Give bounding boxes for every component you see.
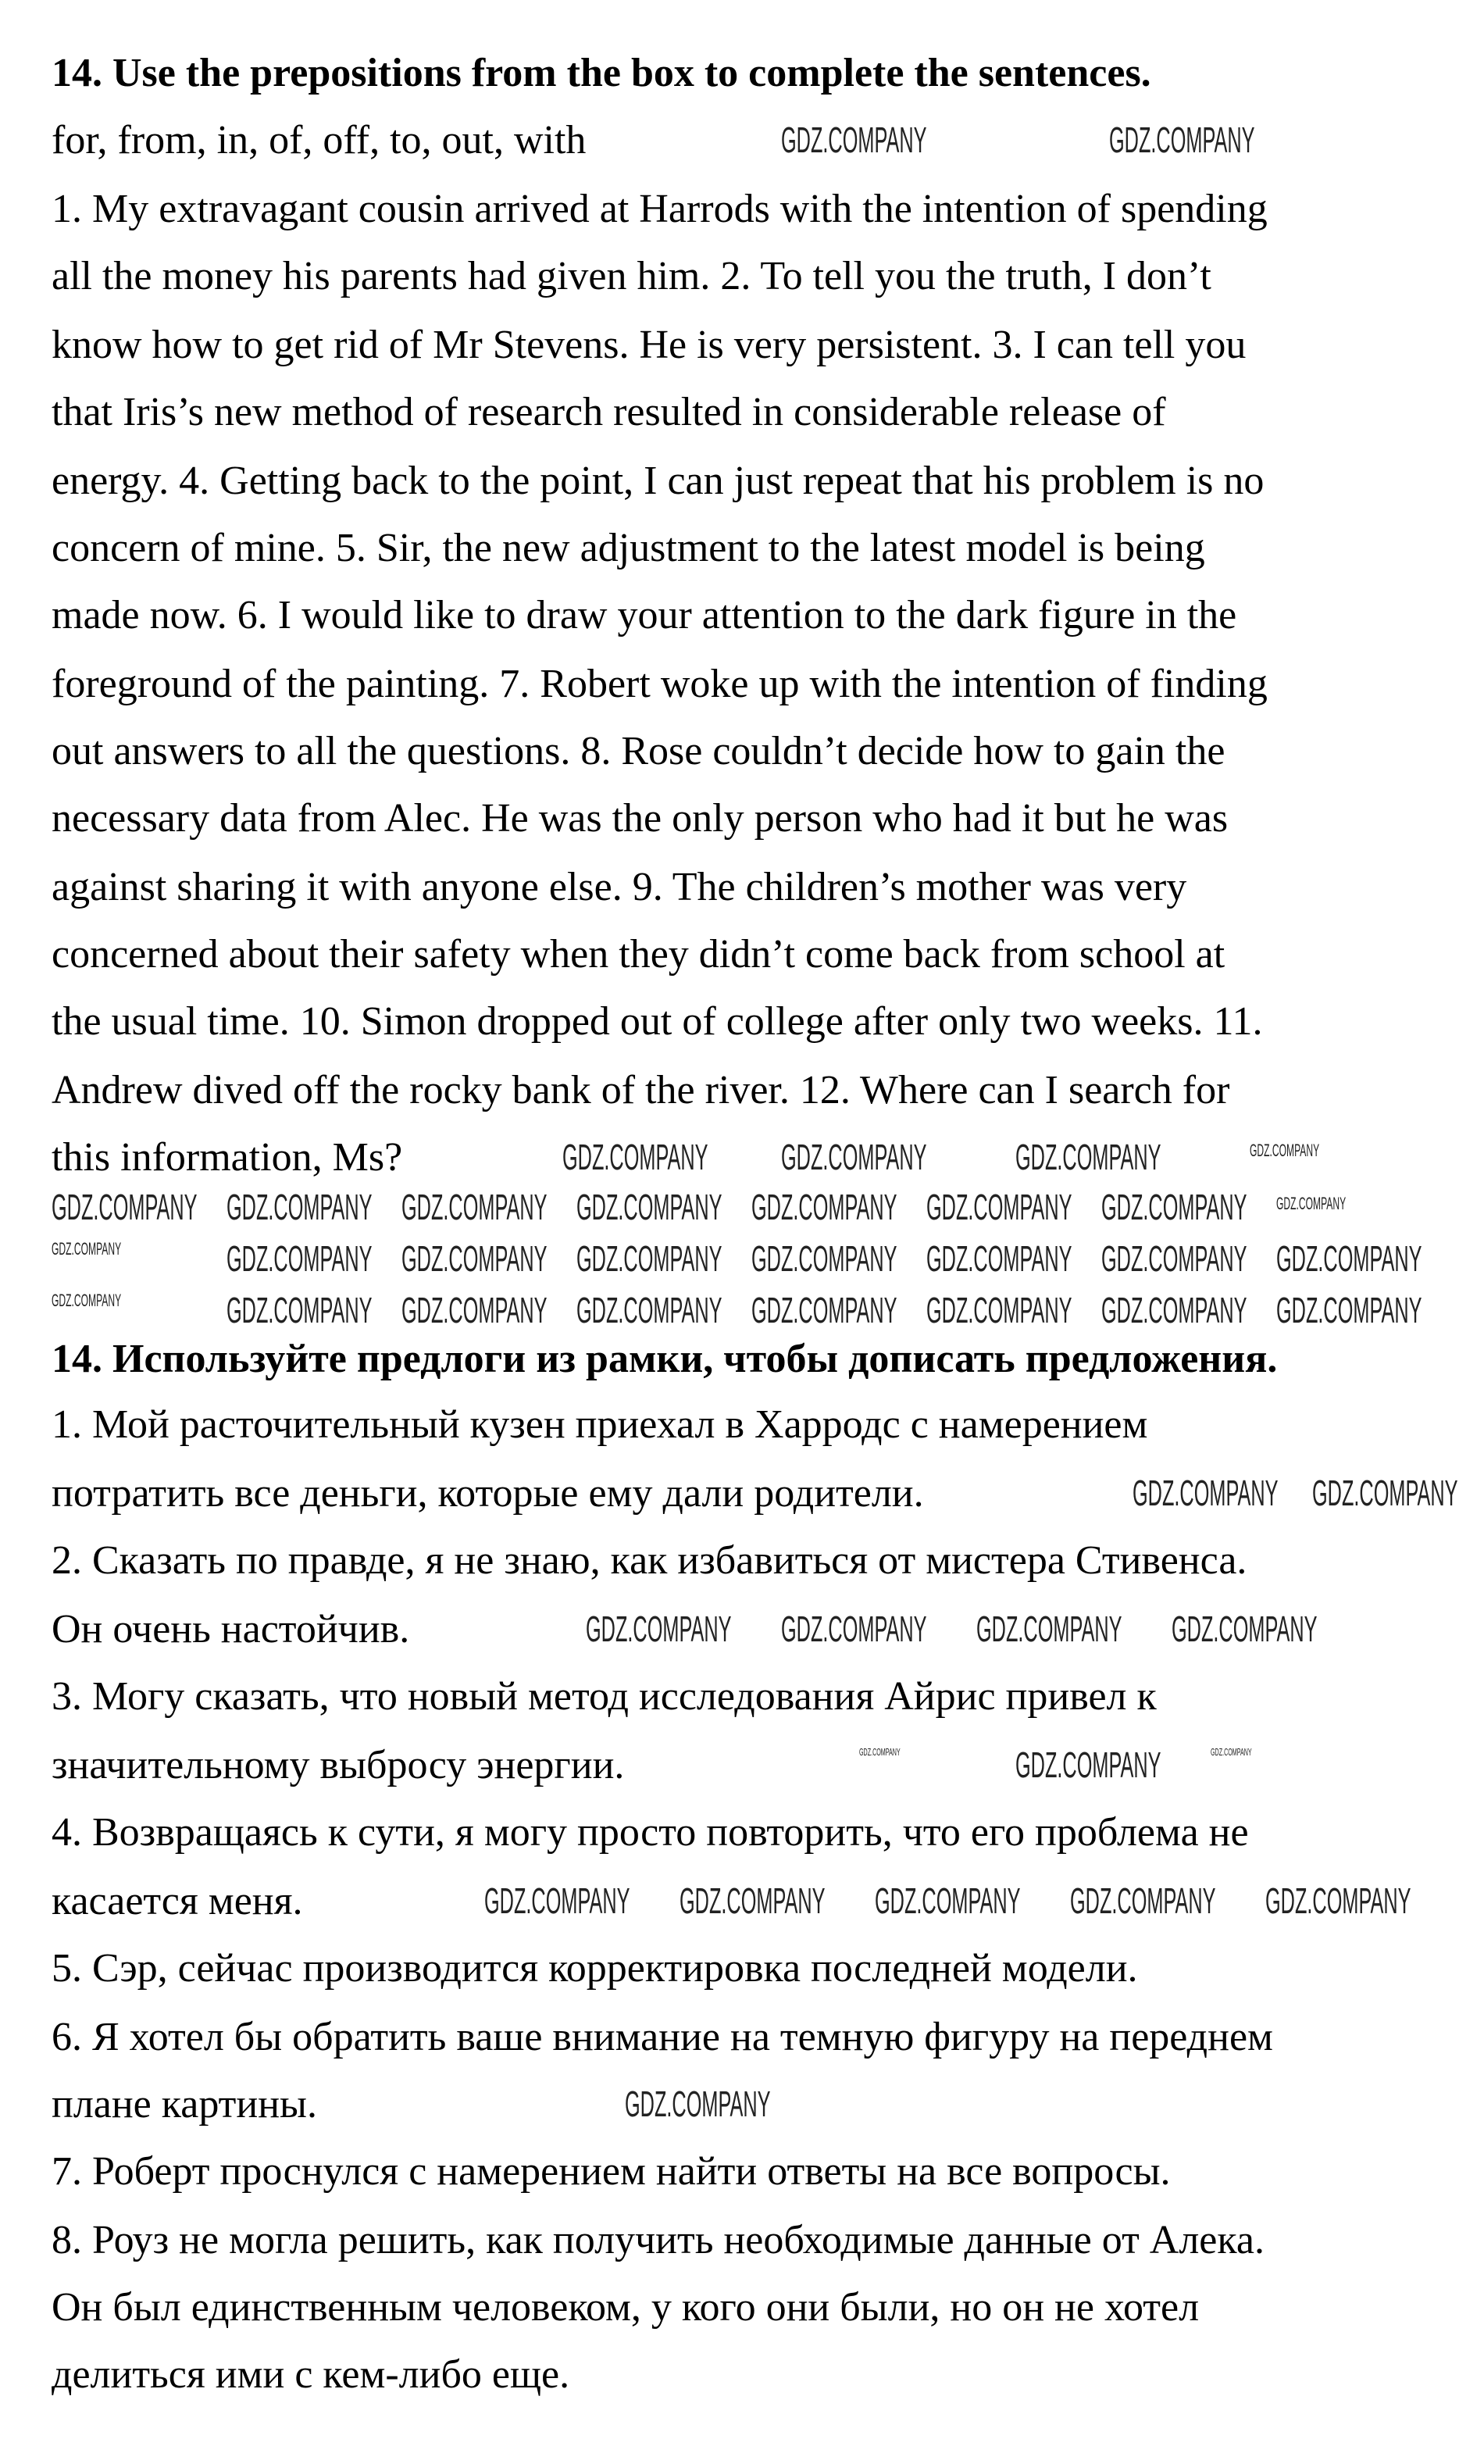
- watermark-text: GDZ.COMPANY: [484, 1880, 630, 1921]
- text-line: 3. Могу сказать, что новый метод исследования Айрис привел к: [52, 1674, 1157, 1719]
- watermark-text: GDZ.COMPANY: [576, 1187, 722, 1227]
- watermark-text: GDZ.COMPANY: [1133, 1473, 1279, 1513]
- text-line: concerned about their safety when they didn’t come back from school at: [52, 932, 1225, 977]
- watermark-text: GDZ.COMPANY: [1109, 120, 1255, 160]
- text-line: 8. Роуз не могла решить, как получить необходимые данные от Алека.: [52, 2218, 1265, 2262]
- watermark-text: GDZ.COMPANY: [227, 1290, 373, 1330]
- exercise-heading: 14. Use the prepositions from the box to complete the sentences.: [52, 51, 1151, 95]
- watermark-text: GDZ.COMPANY: [227, 1238, 373, 1279]
- text-line: this information, Ms?: [52, 1135, 403, 1180]
- watermark-text: GDZ.COMPANY: [926, 1187, 1072, 1227]
- watermark-text: GDZ.COMPANY: [680, 1880, 826, 1921]
- text-line: out answers to all the questions. 8. Rose couldn’t decide how to gain the: [52, 729, 1225, 773]
- watermark-text: GDZ.COMPANY: [1276, 1194, 1347, 1213]
- watermark-text: GDZ.COMPANY: [52, 1187, 198, 1227]
- text-line: плане картины.: [52, 2082, 317, 2127]
- watermark-text: GDZ.COMPANY: [1250, 1141, 1320, 1160]
- text-line: 7. Роберт проснулся с намерением найти ответы на все вопросы.: [52, 2149, 1171, 2194]
- watermark-text: GDZ.COMPANY: [1276, 1290, 1422, 1330]
- watermark-text: GDZ.COMPANY: [227, 1187, 373, 1227]
- watermark-text: GDZ.COMPANY: [926, 1290, 1072, 1330]
- text-line: 1. Мой расточительный кузен приехал в Харродс с намерением: [52, 1402, 1148, 1447]
- watermark-text: GDZ.COMPANY: [859, 1746, 901, 1758]
- watermark-text: GDZ.COMPANY: [52, 1239, 122, 1259]
- translation-heading: 14. Используйте предлоги из рамки, чтобы дописать предложения.: [52, 1337, 1278, 1381]
- text-line: 4. Возвращаясь к сути, я могу просто повторить, что его проблема не: [52, 1810, 1249, 1855]
- watermark-text: GDZ.COMPANY: [875, 1880, 1021, 1921]
- watermark-text: GDZ.COMPANY: [751, 1187, 897, 1227]
- watermark-text: GDZ.COMPANY: [1015, 1744, 1161, 1785]
- text-line: Andrew dived off the rocky bank of the river. 12. Where can I search for: [52, 1068, 1230, 1112]
- text-line: made now. 6. I would like to draw your attention to the dark figure in the: [52, 593, 1237, 637]
- text-line: Он очень настойчив.: [52, 1607, 410, 1652]
- text-line: energy. 4. Getting back to the point, I can just repeat that his problem is no: [52, 459, 1265, 503]
- watermark-text: GDZ.COMPANY: [576, 1238, 722, 1279]
- watermark-text: GDZ.COMPANY: [1172, 1609, 1318, 1649]
- text-line: know how to get rid of Mr Stevens. He is very persistent. 3. I can tell you: [52, 323, 1247, 367]
- watermark-text: GDZ.COMPANY: [1101, 1187, 1247, 1227]
- watermark-text: GDZ.COMPANY: [401, 1290, 548, 1330]
- watermark-text: GDZ.COMPANY: [1070, 1880, 1216, 1921]
- watermark-text: GDZ.COMPANY: [976, 1609, 1122, 1649]
- watermark-text: GDZ.COMPANY: [1211, 1746, 1252, 1758]
- watermark-text: GDZ.COMPANY: [751, 1238, 897, 1279]
- watermark-text: GDZ.COMPANY: [751, 1290, 897, 1330]
- watermark-text: GDZ.COMPANY: [1276, 1238, 1422, 1279]
- watermark-text: GDZ.COMPANY: [1101, 1290, 1247, 1330]
- text-line: all the money his parents had given him. 2. To tell you the truth, I don’t: [52, 254, 1211, 298]
- watermark-text: GDZ.COMPANY: [1265, 1880, 1411, 1921]
- text-line: 5. Сэр, сейчас производится корректировка последней модели.: [52, 1946, 1138, 1991]
- watermark-text: GDZ.COMPANY: [781, 120, 927, 160]
- text-line: значительному выбросу энергии.: [52, 1743, 625, 1787]
- text-line: делиться ими с кем-либо еще.: [52, 2352, 570, 2397]
- text-line: concern of mine. 5. Sir, the new adjustment to the latest model is being: [52, 526, 1205, 570]
- text-line: 6. Я хотел бы обратить ваше внимание на темную фигуру на переднем: [52, 2015, 1273, 2059]
- watermark-text: GDZ.COMPANY: [926, 1238, 1072, 1279]
- watermark-text: GDZ.COMPANY: [576, 1290, 722, 1330]
- text-line: foreground of the painting. 7. Robert woke up with the intention of finding: [52, 662, 1268, 706]
- text-line: that Iris’s new method of research resulted in considerable release of: [52, 390, 1166, 434]
- watermark-text: GDZ.COMPANY: [52, 1291, 122, 1310]
- watermark-text: GDZ.COMPANY: [781, 1609, 927, 1649]
- text-line: 1. My extravagant cousin arrived at Harrods with the intention of spending: [52, 187, 1268, 231]
- watermark-text: GDZ.COMPANY: [401, 1238, 548, 1279]
- text-line: потратить все деньги, которые ему дали родители.: [52, 1471, 924, 1516]
- watermark-text: GDZ.COMPANY: [1101, 1238, 1247, 1279]
- preposition-box: for, from, in, of, off, to, out, with: [52, 118, 587, 162]
- text-line: the usual time. 10. Simon dropped out of college after only two weeks. 11.: [52, 999, 1263, 1044]
- watermark-text: GDZ.COMPANY: [1312, 1473, 1458, 1513]
- text-line: касается меня.: [52, 1879, 303, 1923]
- watermark-text: GDZ.COMPANY: [562, 1137, 708, 1177]
- watermark-text: GDZ.COMPANY: [401, 1187, 548, 1227]
- watermark-text: GDZ.COMPANY: [781, 1137, 927, 1177]
- watermark-text: GDZ.COMPANY: [586, 1609, 732, 1649]
- watermark-text: GDZ.COMPANY: [1015, 1137, 1161, 1177]
- watermark-text: GDZ.COMPANY: [625, 2084, 771, 2124]
- text-line: necessary data from Alec. He was the only person who had it but he was: [52, 796, 1229, 841]
- text-line: against sharing it with anyone else. 9. The children’s mother was very: [52, 865, 1187, 909]
- text-line: 2. Сказать по правде, я не знаю, как избавиться от мистера Стивенса.: [52, 1538, 1247, 1583]
- text-line: Он был единственным человеком, у кого они были, но он не хотел: [52, 2285, 1200, 2330]
